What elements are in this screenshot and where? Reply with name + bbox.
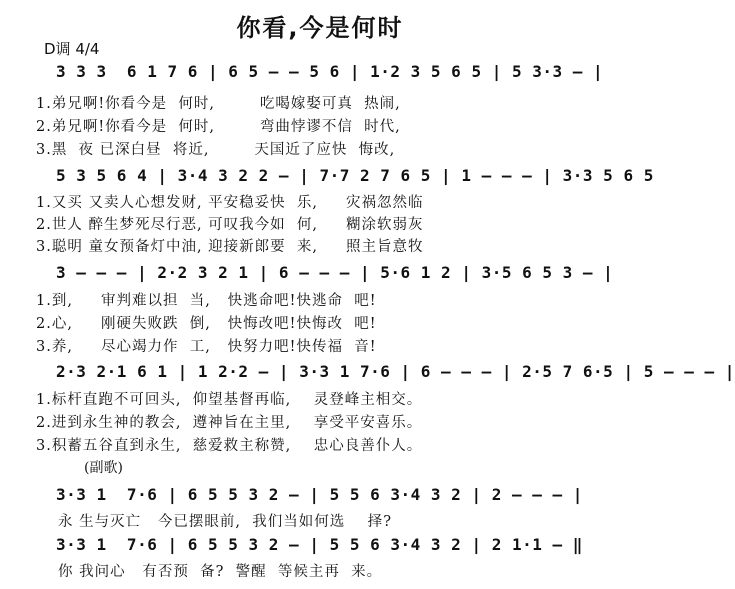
song-title: 你看,今是何时 [236,14,404,42]
lyric-line: 3.养, 尽心竭力作 工, 快努力吧!快传福 音! [36,339,377,355]
lyric-line: 1.标杆直跑不可回头, 仰望基督再临, 灵登峰主相交。 [36,392,423,408]
lyric-line: 2.进到永生神的教会, 遵神旨在主里, 享受平安喜乐。 [36,415,423,431]
key-signature: D调 4/4 [44,40,100,58]
lyric-line: 你 我问心 有否预 备? 警醒 等候主再 来。 [58,564,383,580]
music-line: 5 3 5 6 4 | 3·4 3 2 2 – | 7·7 2 7 6 5 | 1 – – – | 3·3 5 6 5 [56,166,654,185]
lyric-line: 2.弟兄啊!你看今是 何时, 弯曲悖谬不信 时代, [36,119,401,135]
music-line: 3·3 1 7·6 | 6 5 5 3 2 – | 5 5 6 3·4 3 2 | 2 – – – | [56,485,583,504]
music-line: 3 – – – | 2·2 3 2 1 | 6 – – – | 5·6 1 2 | 3·5 6 5 3 – | [56,263,614,282]
lyric-line: 3.聪明 童女预备灯中油, 迎接新郎要 来, 照主旨意牧 [36,239,424,255]
lyric-line: 永 生与灭亡 今已摆眼前, 我们当如何选 择? [58,514,392,530]
music-line: 3·3 1 7·6 | 6 5 5 3 2 – | 5 5 6 3·4 3 2 | 2 1·1 – ‖ [56,535,583,554]
lyric-line: 1.到, 审判难以担 当, 快逃命吧!快逃命 吧! [36,293,377,309]
chorus-label: (副歌) [84,460,123,476]
lyric-line: 3.积蓄五谷直到永生, 慈爱救主称赞, 忠心良善仆人。 [36,438,423,454]
lyric-line: 2.世人 醉生梦死尽行恶, 可叹我今如 何, 糊涂软弱灰 [36,217,424,233]
lyric-line: 1.又买 又卖人心想发财, 平安稳妥快 乐, 灾祸忽然临 [36,195,424,211]
music-line: 3 3 3 6 1 7 6 | 6 5 – – 5 6 | 1·2 3 5 6 5 | 5 3·3 – | [56,62,604,81]
lyric-line: 2.心, 刚硬失败跌 倒, 快悔改吧!快悔改 吧! [36,316,377,332]
lyric-line: 3.黑 夜 已深白昼 将近, 天国近了应快 悔改, [36,142,396,158]
music-line: 2·3 2·1 6 1 | 1 2·2 – | 3·3 1 7·6 | 6 – – – | 2·5 7 6·5 | 5 – – – | [56,362,735,381]
lyric-line: 1.弟兄啊!你看今是 何时, 吃喝嫁娶可真 热闹, [36,96,401,112]
